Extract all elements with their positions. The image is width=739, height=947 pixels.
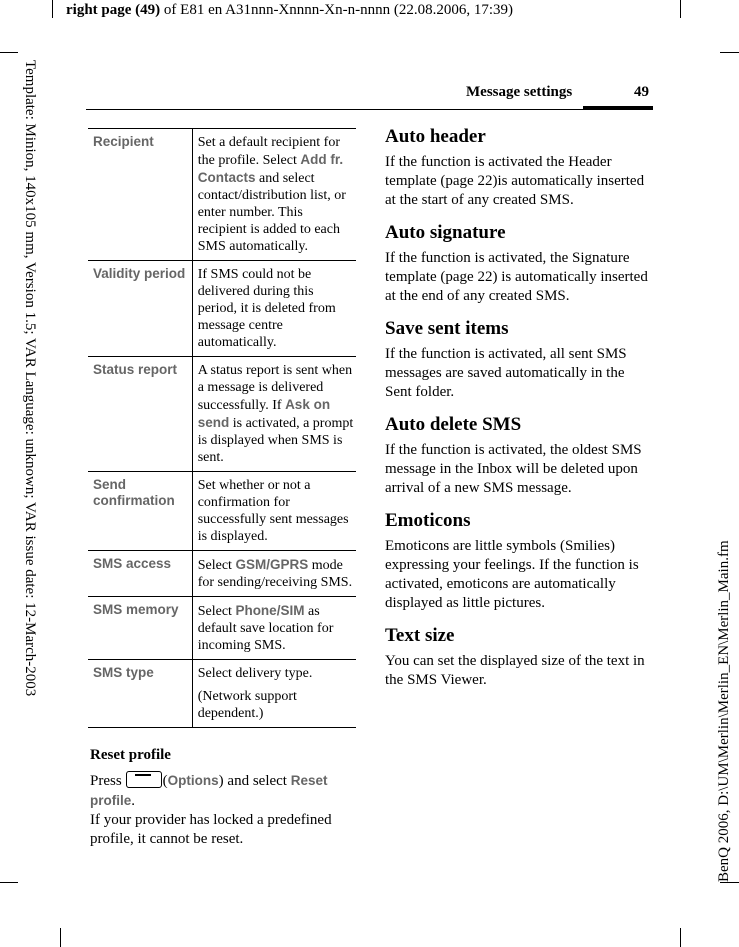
- setting-name: SMS memory: [88, 597, 192, 660]
- file-path-sidebar: BenQ 2006, D:\UM\Merlin\Merlin_EN\Merlin_Main.fm: [716, 540, 732, 882]
- separator: /: [266, 557, 270, 572]
- separator: /: [276, 603, 281, 618]
- section-auto-header: [385, 126, 650, 210]
- softkey-left-icon: [126, 771, 162, 788]
- setting-description: [192, 597, 356, 660]
- setting-name: Send confirmation: [88, 472, 192, 551]
- section-title: Text size: [385, 625, 455, 646]
- section-save-sent-items: [385, 318, 650, 402]
- reset-keyword: Reset profile: [90, 773, 328, 808]
- section-title: Emoticons: [385, 510, 471, 531]
- section-body: If the function is activated the Header template (page 22)is automatically inserted at the start of any created SMS.: [385, 154, 645, 208]
- crop-mark: [680, 0, 681, 18]
- desc-text: as default save location for incoming SMS.: [197, 604, 334, 653]
- crop-mark: [0, 882, 18, 883]
- setting-description: If SMS could not be delivered during this period, it is deleted from message centre automatically.: [192, 261, 356, 357]
- desc-text: Select delivery type.: [197, 666, 313, 681]
- right-column: [385, 126, 650, 702]
- section-emoticons: [385, 510, 650, 613]
- table-row: [88, 129, 356, 261]
- desc-text: mode for sending/receiving SMS.: [197, 558, 353, 590]
- table-row: [88, 660, 356, 728]
- reset-profile-section: [90, 746, 356, 849]
- section-auto-delete-sms: [385, 414, 650, 498]
- reset-and-select: ) and select: [218, 773, 291, 789]
- setting-description: [192, 129, 356, 261]
- table-row: [88, 261, 356, 357]
- crop-mark: [60, 928, 61, 947]
- section-title: Auto header: [385, 126, 486, 147]
- section-title: Save sent items: [385, 318, 509, 339]
- setting-description: [192, 551, 356, 597]
- section-text-size: [385, 625, 650, 690]
- reset-instruction: [90, 771, 356, 811]
- menu-keyword: Add fr. Contacts: [197, 152, 344, 185]
- reset-profile-title: Reset profile: [90, 747, 171, 763]
- section-auto-signature: [385, 222, 650, 306]
- section-body: You can set the displayed size of the text in the SMS Viewer.: [385, 653, 645, 688]
- setting-description: [192, 357, 356, 472]
- section-body: If the function is activated, the oldest SMS message in the Inbox will be deleted upon arrival of a new SMS message.: [385, 442, 642, 496]
- crop-mark: [52, 0, 53, 18]
- desc-text: Set a default recipient for the profile. Select: [197, 135, 340, 168]
- crop-mark: [720, 882, 739, 883]
- table-row: [88, 357, 356, 472]
- print-header-rest: of E81 en A31nnn-Xnnnn-Xn-n-nnnn (22.08.2006, 17:39): [160, 2, 514, 18]
- desc-text: Select: [197, 604, 236, 619]
- running-title: Message settings: [466, 84, 573, 100]
- crop-mark: [0, 52, 18, 53]
- desc-text: is activated, a prompt is displayed when SMS is sent.: [197, 416, 354, 465]
- reset-note: If your provider has locked a predefined profile, it cannot be reset.: [90, 812, 332, 847]
- options-keyword: Options: [167, 773, 219, 788]
- setting-description: [192, 660, 356, 728]
- table-row: [88, 472, 356, 551]
- desc-text: and select contact/distribution list, or enter number. This recipient is added to each SMS automatically.: [197, 171, 346, 254]
- crop-mark: [720, 52, 739, 53]
- reset-press: Press: [90, 773, 122, 789]
- setting-name: Validity period: [88, 261, 192, 357]
- menu-keyword: SIM: [280, 603, 305, 618]
- table-row: [88, 597, 356, 660]
- menu-keyword: Ask on send: [197, 397, 331, 430]
- section-body: If the function is activated, all sent SMS messages are saved automatically in the Sent folder.: [385, 346, 627, 400]
- setting-name: SMS access: [88, 551, 192, 597]
- menu-keyword: GSM: [235, 557, 267, 572]
- settings-table: [88, 128, 356, 728]
- menu-keyword: Phone: [235, 603, 277, 618]
- section-body: Emoticons are little symbols (Smilies) expressing your feelings. If the function is activated, emoticons are automatically displayed as little pictures.: [385, 538, 639, 611]
- setting-description: Set whether or not a confirmation for successfully sent messages is displayed.: [192, 472, 356, 551]
- page-number: 49: [634, 84, 649, 100]
- template-info-sidebar: Template: Minion, 140x105 mm, Version 1.5; VAR Language: unknown; VAR issue date: 12-March-2003: [22, 60, 38, 697]
- section-title: Auto delete SMS: [385, 414, 522, 435]
- desc-text: Select: [197, 558, 236, 573]
- print-header-prefix: right page (49): [66, 2, 161, 18]
- desc-text: A status report is sent when a message is delivered successfully. If: [197, 363, 353, 413]
- section-body: If the function is activated, the Signature template (page 22) is automatically inserted at the end of any created SMS.: [385, 250, 648, 304]
- paren-open: (: [162, 773, 168, 789]
- header-rule: [86, 109, 653, 110]
- reset-period: .: [131, 793, 136, 809]
- crop-mark: [680, 928, 681, 947]
- setting-name: Status report: [88, 357, 192, 472]
- desc-note: (Network support dependent.): [197, 689, 297, 721]
- print-header: [66, 2, 513, 19]
- setting-name: Recipient: [88, 129, 192, 261]
- section-title: Auto signature: [385, 222, 506, 243]
- setting-name: SMS type: [88, 660, 192, 728]
- menu-keyword: GPRS: [269, 557, 309, 572]
- header-tab-bar: [583, 106, 653, 110]
- table-row: [88, 551, 356, 597]
